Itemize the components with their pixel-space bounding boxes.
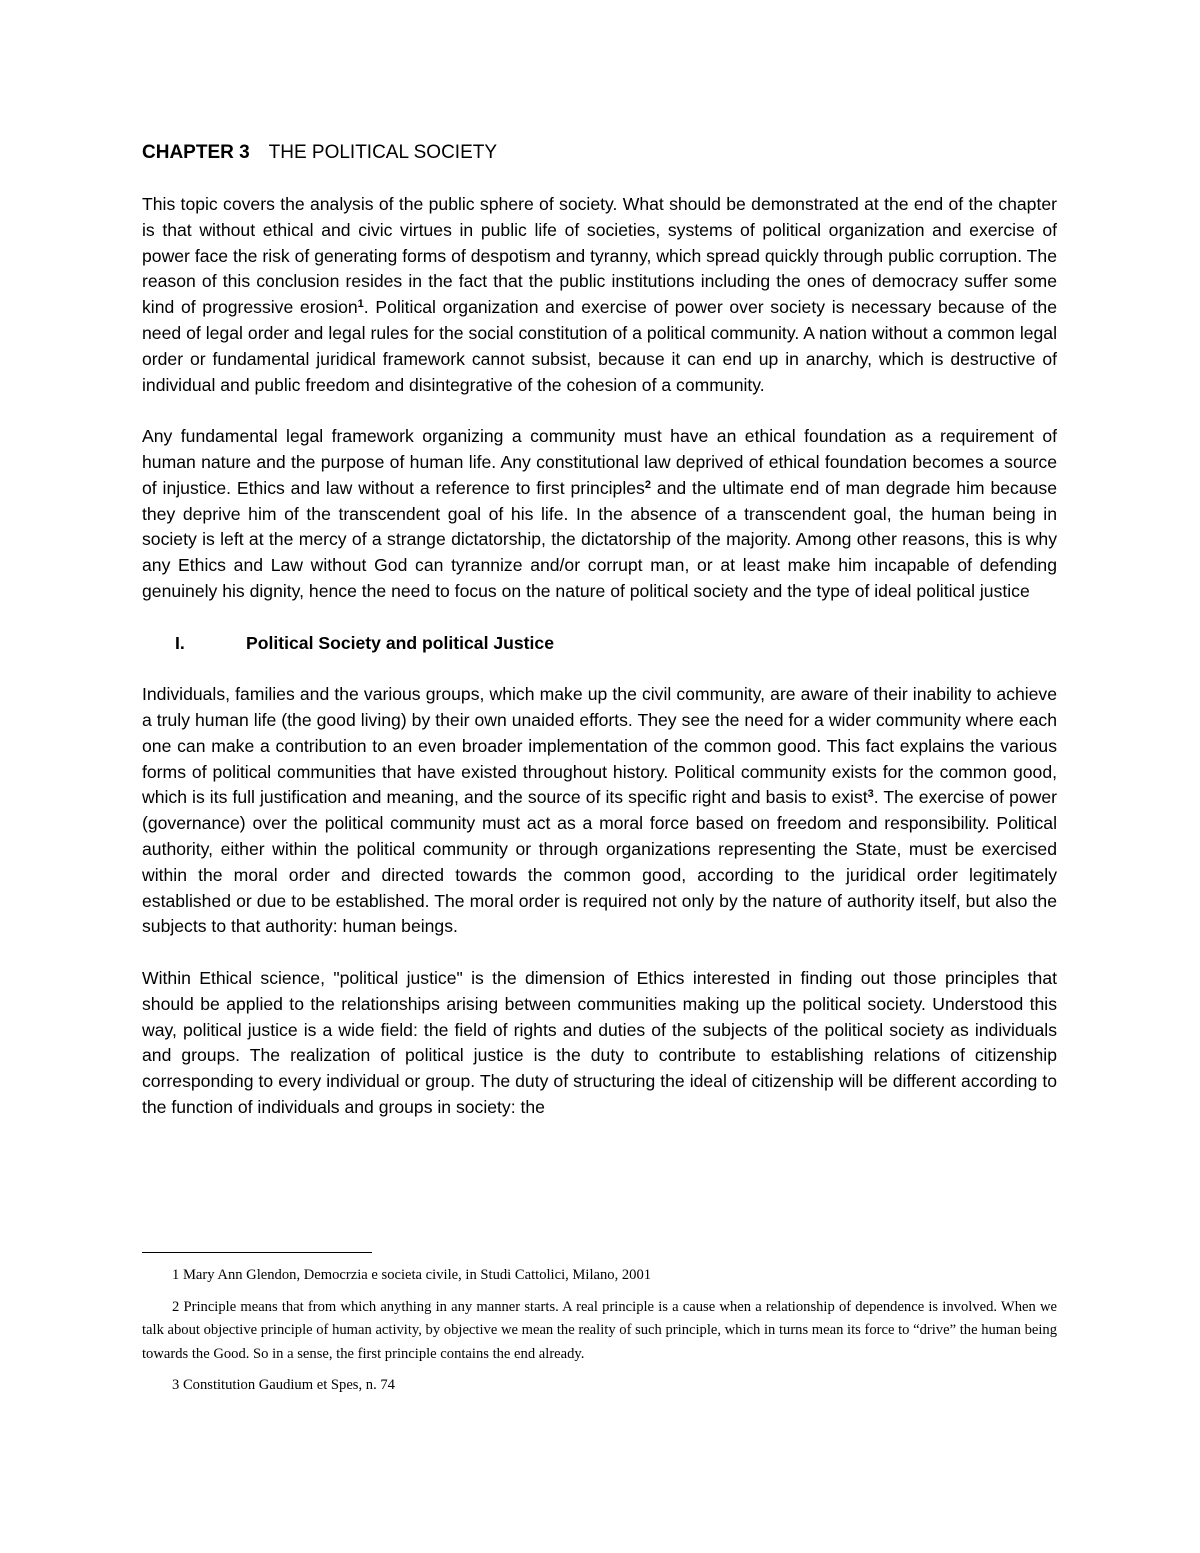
- paragraph-text: Any fundamental legal framework organizing a community must have an ethical foundation as a requirement of human nature and the purpose of human life. Any constitutional law deprived of ethical foundation becomes a source of injustice. Ethics and law without a reference to first principles: [142, 426, 1057, 498]
- section-number: I.: [175, 632, 185, 653]
- footnote-ref-1[interactable]: 1: [357, 298, 364, 311]
- chapter-title: THE POLITICAL SOCIETY: [268, 142, 498, 163]
- paragraph-intro: [142, 192, 1057, 398]
- footnote-separator: [142, 1252, 372, 1253]
- footnotes: [142, 1264, 1057, 1406]
- paragraph-text: Individuals, families and the various groups, which make up the civil community, are aware of their inability to achieve a truly human life (the good living) by their own unaided efforts. They see the need for a wider community where each one can make a contribution to an even broader implementation of the common good. This fact explains the various forms of political communities that have existed throughout history. Political community exists for the common good, which is its full justification and meaning, and the source of its specific right and basis to exist: [142, 684, 1057, 808]
- footnote-1: 1 Mary Ann Glendon, Democrzia e societa civile, in Studi Cattolici, Milano, 2001: [172, 1267, 652, 1283]
- footnote-3: 3 Constitution Gaudium et Spes, n. 74: [172, 1377, 395, 1394]
- document-page: [142, 140, 1057, 1146]
- section-heading: [142, 631, 1057, 657]
- footnote-ref-2[interactable]: 2: [644, 478, 651, 491]
- footnote-2: 2 Principle means that from which anything in any manner starts. A real principle is a cause when a relationship of dependence is involved. When we talk about objective principle of human activity, by objective we mean the reality of such principle, which in turns mean its force to “drive” the human being towards the Good. So in a sense, the first principle contains the end already.: [142, 1298, 1057, 1362]
- chapter-label: CHAPTER 3: [142, 142, 250, 163]
- footnote-ref-3[interactable]: 3: [867, 788, 874, 801]
- paragraph-political-justice: Within Ethical science, "political justice" is the dimension of Ethics interested in finding out those principles that should be applied to the relationships arising between communities making up the political society. Understood this way, political justice is a wide field: the field of rights and duties of the subjects of the political society as individuals and groups. The realization of political justice is the duty to contribute to establishing relations of citizenship corresponding to every individual or group. The duty of structuring the ideal of citizenship will be different according to the function of individuals and groups in society: the: [142, 967, 1057, 1117]
- paragraph-ethical-foundation: [142, 424, 1057, 605]
- paragraph-text: This topic covers the analysis of the public sphere of society. What should be demonstrated at the end of the chapter is that without ethical and civic virtues in public life of societies, systems of political organization and exercise of power face the risk of generating forms of despotism and tyranny, which spread quickly through public corruption. The reason of this conclusion resides in the fact that the public institutions including the ones of democracy suffer some kind of progressive erosion: [142, 194, 1057, 318]
- paragraph-text: . The exercise of power (governance) over the political community must act as a moral force based on freedom and responsibility. Political authority, either within the political community or through organizations representing the State, must be exercised within the moral order and directed towards the common good, according to the juridical order legitimately established or due to be established. The moral order is required not only by the nature of authority itself, but also the subjects to that authority: human beings.: [142, 787, 1058, 937]
- chapter-heading: [142, 140, 1057, 166]
- paragraph-text: and the ultimate end of man degrade him because they deprive him of the transcendent goal of his life. In the absence of a transcendent goal, the human being in society is left at the mercy of a strange dictatorship, the dictatorship of the majority. Among other reasons, this is why any Ethics and Law without God can tyrannize and/or corrupt man, or at least make him incapable of defending genuinely his dignity, hence the need to focus on the nature of political society and the type of ideal political justice: [142, 477, 1057, 601]
- section-title: Political Society and political Justice: [246, 632, 554, 653]
- paragraph-political-community: [142, 682, 1057, 940]
- paragraph-text: . Political organization and exercise of power over society is necessary because of the need of legal order and legal rules for the social constitution of a political community. A nation without a common legal order or fundamental juridical framework cannot subsist, because it can end up in anarchy, which is destructive of individual and public freedom and disintegrative of the cohesion of a community.: [142, 297, 1057, 395]
